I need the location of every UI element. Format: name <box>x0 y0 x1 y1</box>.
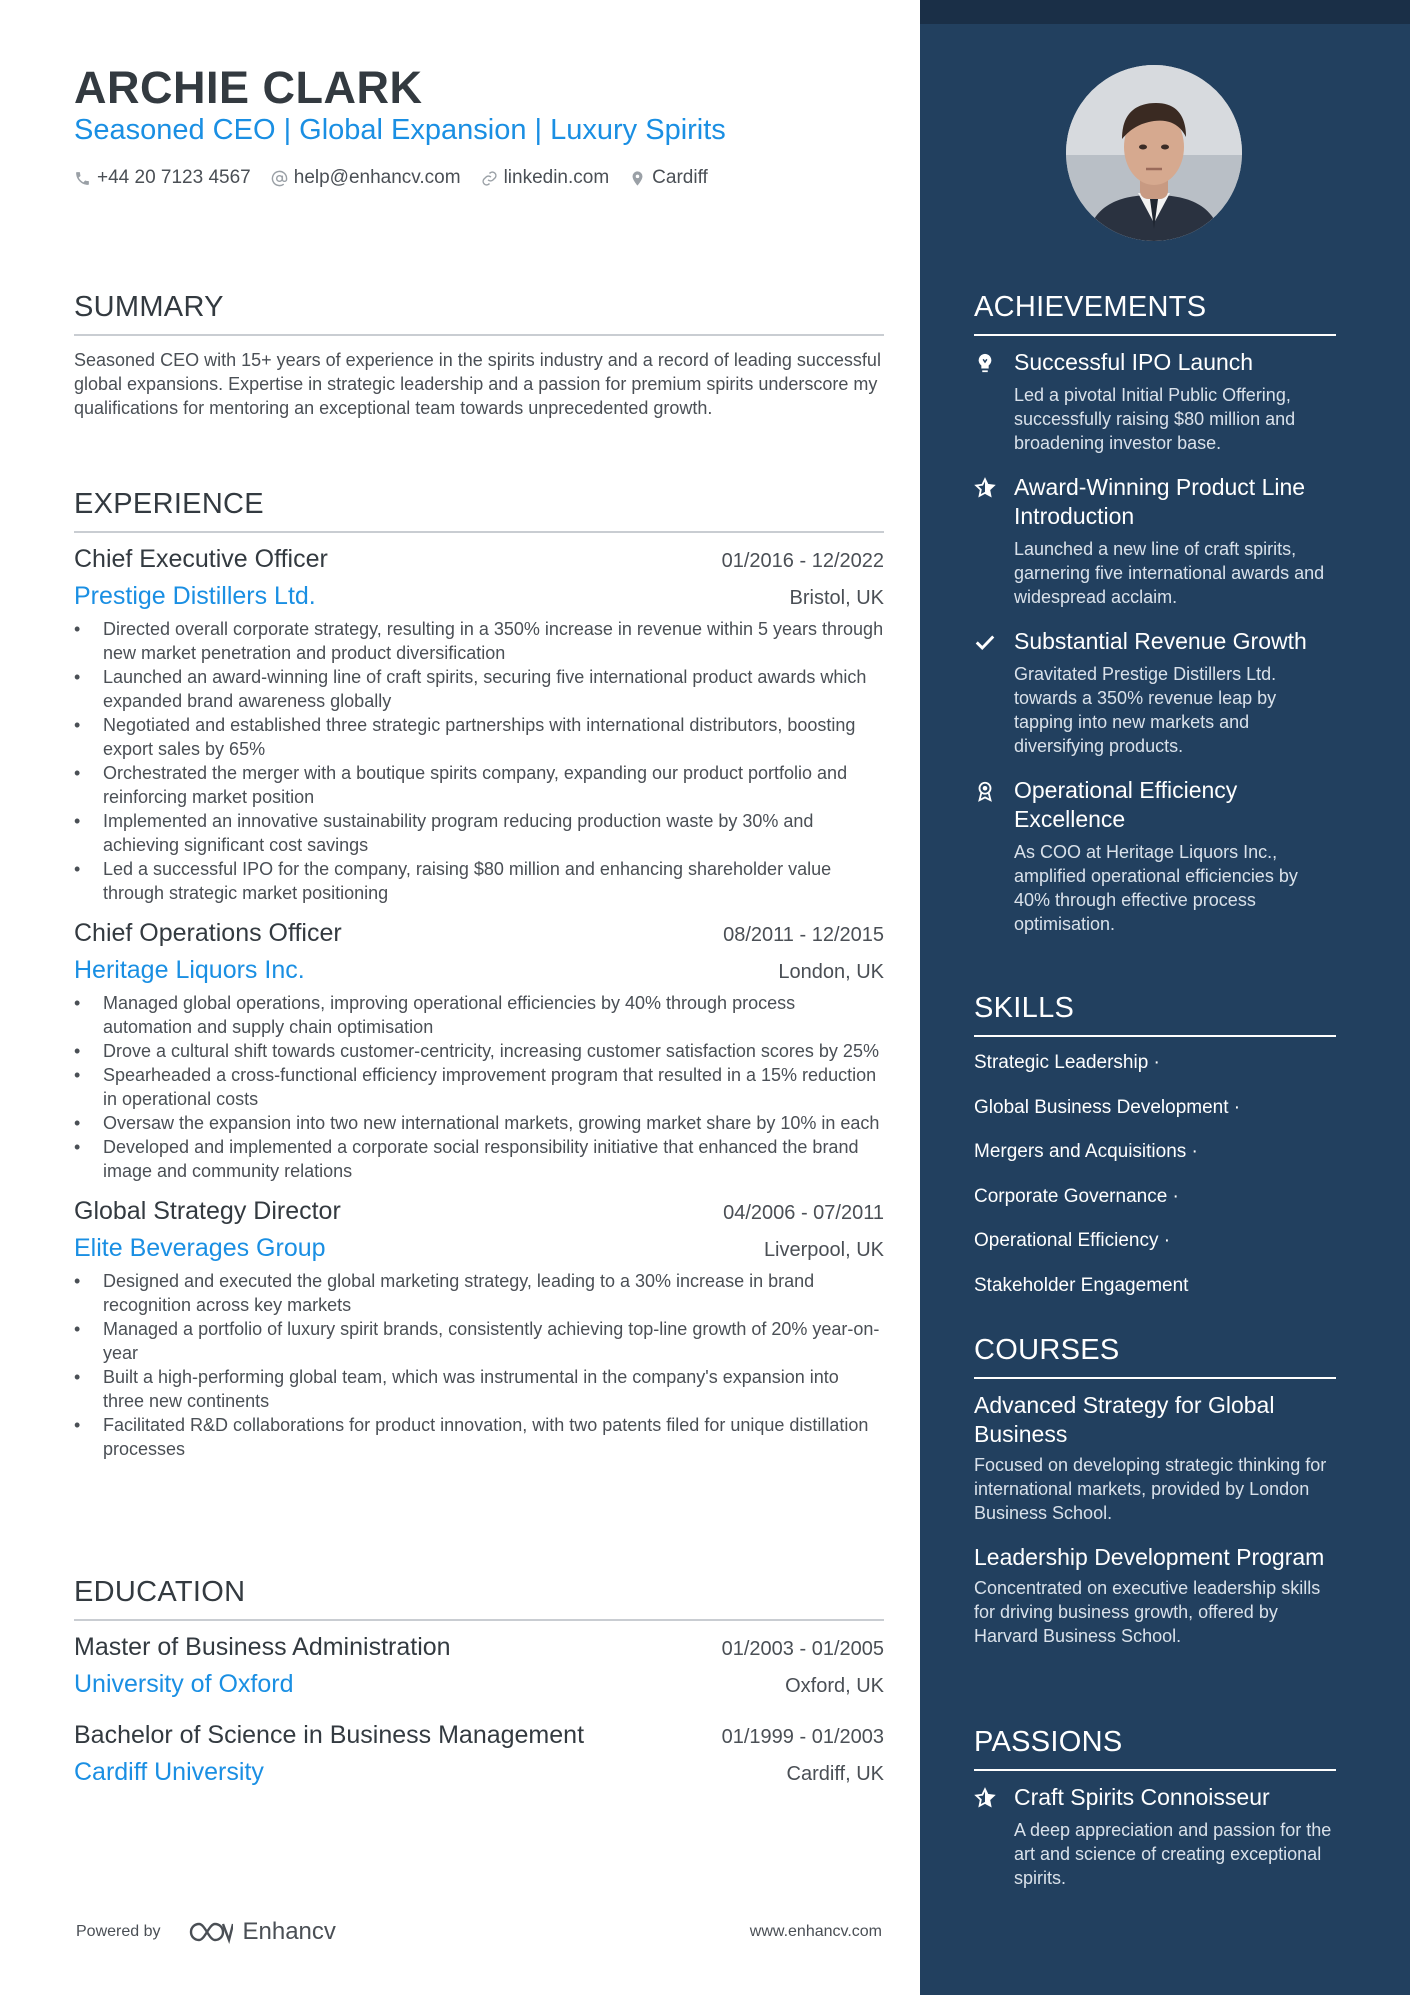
skill-tag: Stakeholder Engagement <box>974 1274 1189 1296</box>
achievement-title: Successful IPO Launch <box>1014 349 1254 375</box>
phone-text: +44 20 7123 4567 <box>97 167 251 188</box>
contact-phone[interactable] <box>74 167 251 189</box>
job-role: Chief Operations Officer <box>74 919 342 947</box>
job-company[interactable]: Heritage Liquors Inc. <box>74 956 305 984</box>
job-bullet: • Spearheaded a cross-functional efficiency improvement program that resulted in a 15% reduction in operational costs <box>74 1063 884 1111</box>
award-ribbon-icon <box>974 780 996 802</box>
footer-url[interactable]: www.enhancv.com <box>749 1923 882 1940</box>
achievement-desc: Gravitated Prestige Distillers Ltd. towards a 350% revenue leap by tapping into new markets and diversifying products. <box>1014 664 1277 756</box>
job-bullet: • Facilitated R&D collaborations for product innovation, with two patents filed for unique distillation processes <box>74 1413 884 1461</box>
achievement-desc: Led a pivotal Initial Public Offering, successfully raising $80 million and broadening investor base. <box>1014 385 1296 453</box>
achievement-title: Substantial Revenue Growth <box>1014 628 1307 654</box>
job-bullets <box>74 1269 884 1461</box>
job-location: Bristol, UK <box>789 587 884 609</box>
job-bullet: • Directed overall corporate strategy, resulting in a 350% increase in revenue within 5 years through new market penetration and product diversification <box>74 617 884 665</box>
sidebar <box>920 0 1410 1995</box>
achievement-desc: Launched a new line of craft spirits, garnering five international awards and widespread acclaim. <box>1014 539 1325 607</box>
passion-title: Craft Spirits Connoisseur <box>1014 1784 1270 1810</box>
enhancv-brand-name: Enhancv <box>242 1918 336 1945</box>
job-company[interactable]: Prestige Distillers Ltd. <box>74 582 316 610</box>
achievements-title: ACHIEVEMENTS <box>974 291 1336 336</box>
profile-photo <box>1066 65 1242 241</box>
achievement-item <box>974 776 1336 936</box>
job-bullet: • Orchestrated the merger with a boutique spirits company, expanding our product portfolio and reinforcing market position <box>74 761 884 809</box>
skills-title: SKILLS <box>974 992 1336 1037</box>
job-role: Chief Executive Officer <box>74 545 328 573</box>
phone-icon <box>74 170 91 187</box>
at-sign-icon <box>271 170 288 187</box>
passions-title: PASSIONS <box>974 1726 1336 1771</box>
job-bullet: • Implemented an innovative sustainability program reducing production waste by 30% and achieving significant cost savings <box>74 809 884 857</box>
skills-section <box>974 992 1336 1314</box>
achievements-section <box>974 291 1336 936</box>
email-text: help@enhancv.com <box>293 167 461 188</box>
passion-item <box>974 1783 1336 1890</box>
summary-section <box>74 291 884 420</box>
course-item <box>974 1543 1336 1648</box>
job-dates: 08/2011 - 12/2015 <box>723 924 884 946</box>
courses-title: COURSES <box>974 1334 1336 1379</box>
education-entry <box>74 1721 884 1787</box>
education-location: Oxford, UK <box>785 1675 884 1697</box>
education-school[interactable]: University of Oxford <box>74 1670 294 1698</box>
education-degree: Bachelor of Science in Business Management <box>74 1721 585 1749</box>
contact-email[interactable] <box>271 167 461 189</box>
location-pin-icon <box>629 170 646 187</box>
enhancv-logo-icon <box>187 1920 233 1944</box>
skills-list <box>974 1047 1336 1302</box>
contact-bar <box>74 167 728 189</box>
education-dates: 01/2003 - 01/2005 <box>721 1638 884 1660</box>
skill-tag: Operational Efficiency · <box>974 1230 1171 1251</box>
experience-title: EXPERIENCE <box>74 488 884 533</box>
job-bullets <box>74 617 884 905</box>
job-bullet: • Managed a portfolio of luxury spirit brands, consistently achieving top-line growth of 20% year-on-year <box>74 1317 884 1365</box>
person-portrait-icon <box>1066 65 1242 241</box>
education-entry <box>74 1633 884 1699</box>
job-bullet: • Launched an award-winning line of craft spirits, securing five international product awards which expanded brand awareness globally <box>74 665 884 713</box>
job-entry <box>74 545 884 905</box>
job-bullet: • Managed global operations, improving operational efficiencies by 40% through process automation and supply chain optimisation <box>74 991 884 1039</box>
summary-title: SUMMARY <box>74 291 884 336</box>
passion-desc: A deep appreciation and passion for the art and science of creating exceptional spirits. <box>1014 1820 1332 1888</box>
skill-tag: Global Business Development · <box>974 1096 1241 1118</box>
job-bullet: • Built a high-performing global team, which was instrumental in the company's expansion into three new continents <box>74 1365 884 1413</box>
location-text: Cardiff <box>652 167 708 188</box>
achievement-item <box>974 473 1336 609</box>
job-bullets <box>74 991 884 1183</box>
education-dates: 01/1999 - 01/2003 <box>721 1726 884 1748</box>
job-bullet: • Oversaw the expansion into two new international markets, growing market share by 10% in each <box>74 1111 884 1135</box>
job-dates: 01/2016 - 12/2022 <box>721 550 884 572</box>
job-bullet: • Led a successful IPO for the company, raising $80 million and enhancing shareholder value through strategic market positioning <box>74 857 884 905</box>
job-bullet: • Developed and implemented a corporate social responsibility initiative that enhanced the brand image and community relations <box>74 1135 884 1183</box>
footer <box>76 1918 882 1946</box>
job-entry <box>74 919 884 1183</box>
job-location: Liverpool, UK <box>763 1239 884 1261</box>
education-location: Cardiff, UK <box>786 1763 884 1785</box>
achievement-title: Operational Efficiency Excellence <box>1014 777 1238 832</box>
powered-by-label: Powered by <box>76 1923 161 1940</box>
checkmark-icon <box>974 631 996 653</box>
course-item <box>974 1391 1336 1525</box>
passions-section <box>974 1726 1336 1890</box>
experience-section <box>74 488 884 1461</box>
achievement-title: Award-Winning Product Line Introduction <box>1014 474 1306 529</box>
candidate-name: ARCHIE CLARK <box>74 62 423 113</box>
job-bullet: • Negotiated and established three strategic partnerships with international distributors, boosting export sales by 65% <box>74 713 884 761</box>
star-icon <box>974 477 996 499</box>
education-section <box>74 1576 884 1787</box>
course-desc: Concentrated on executive leadership skills for driving business growth, offered by Harvard Business School. <box>974 1578 1321 1646</box>
star-icon <box>974 1787 996 1809</box>
summary-text: Seasoned CEO with 15+ years of experience in the spirits industry and a record of leading successful global expansions. Expertise in strategic leadership and a passion for premium spirits underscore my qualifications for mentoring an exceptional team towards unprecedented growth. <box>74 350 881 418</box>
course-desc: Focused on developing strategic thinking for international markets, provided by London Business School. <box>974 1455 1327 1523</box>
contact-linkedin[interactable] <box>481 167 610 189</box>
job-location: London, UK <box>778 961 884 983</box>
enhancv-logo[interactable] <box>187 1918 336 1946</box>
course-title: Leadership Development Program <box>974 1544 1325 1570</box>
link-icon <box>481 170 498 187</box>
job-bullet: • Drove a cultural shift towards customer-centricity, increasing customer satisfaction scores by 25% <box>74 1039 884 1063</box>
course-title: Advanced Strategy for Global Business <box>974 1392 1275 1447</box>
job-entry <box>74 1197 884 1461</box>
education-title: EDUCATION <box>74 1576 884 1621</box>
job-role: Global Strategy Director <box>74 1197 341 1225</box>
linkedin-text: linkedin.com <box>503 167 610 188</box>
achievement-item <box>974 348 1336 455</box>
education-degree: Master of Business Administration <box>74 1633 451 1661</box>
sidebar-top-bar <box>920 0 1410 24</box>
courses-section <box>974 1334 1336 1648</box>
lightbulb-icon <box>974 352 996 374</box>
skill-tag: Strategic Leadership · <box>974 1052 1160 1073</box>
contact-location <box>629 167 708 189</box>
job-company[interactable]: Elite Beverages Group <box>74 1234 326 1262</box>
job-dates: 04/2006 - 07/2011 <box>723 1202 884 1224</box>
headline: Seasoned CEO | Global Expansion | Luxury Spirits <box>74 114 726 146</box>
education-school[interactable]: Cardiff University <box>74 1758 264 1786</box>
skill-tag: Mergers and Acquisitions · <box>974 1141 1198 1162</box>
achievement-item <box>974 627 1336 758</box>
achievement-desc: As COO at Heritage Liquors Inc., amplified operational efficiencies by 40% through effective process optimisation. <box>1014 842 1298 934</box>
job-bullet: • Designed and executed the global marketing strategy, leading to a 30% increase in brand recognition across key markets <box>74 1269 884 1317</box>
skill-tag: Corporate Governance · <box>974 1185 1179 1207</box>
